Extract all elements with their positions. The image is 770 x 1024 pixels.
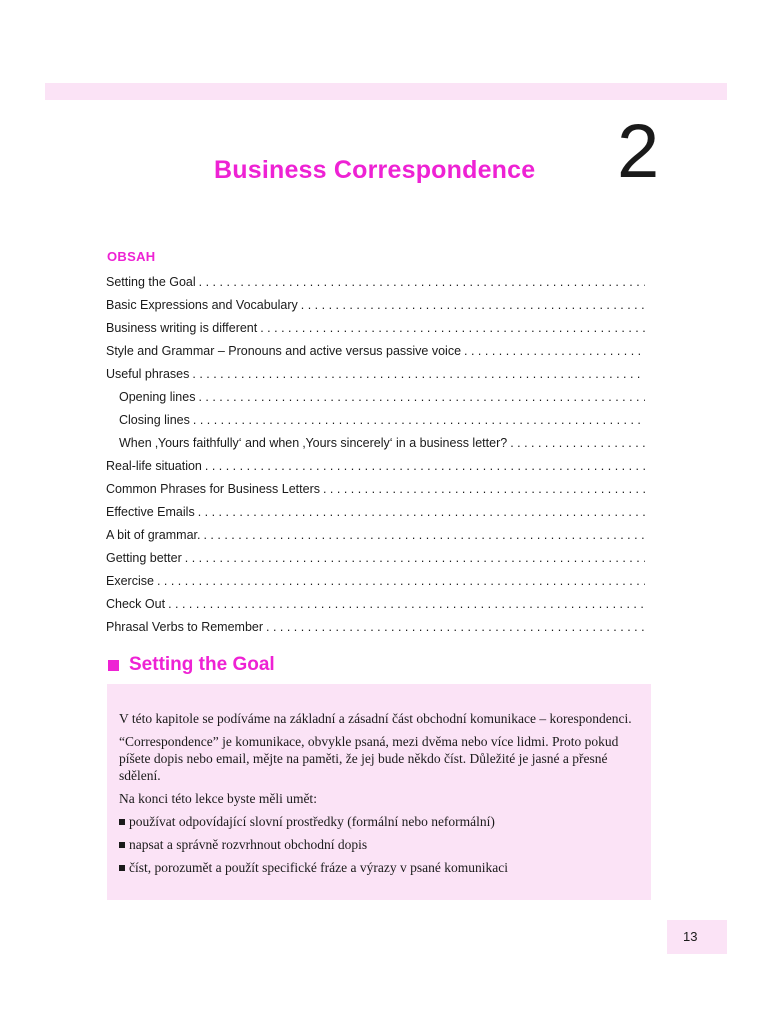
header-band (45, 83, 727, 100)
toc-entry[interactable] (106, 386, 645, 409)
page-number: 13 (683, 929, 698, 944)
intro-paragraph: Na konci této lekce byste měli umět: (119, 791, 317, 806)
toc-entry[interactable] (106, 271, 645, 294)
toc-dot-leader (157, 570, 645, 593)
toc-entry[interactable] (106, 340, 645, 363)
toc-entry[interactable] (106, 547, 645, 570)
toc-dot-leader (205, 455, 645, 478)
toc-entry-label: Business writing is different (106, 321, 258, 335)
toc-dot-leader (199, 271, 645, 294)
toc-entry-label: Style and Grammar – Pronouns and active versus passive voice (106, 344, 462, 358)
toc-entry-label: Phrasal Verbs to Remember (106, 620, 264, 634)
toc-entry-label: Common Phrases for Business Letters (106, 482, 320, 496)
toc-entry-label: Opening lines (119, 390, 196, 404)
goal-text: napsat a správně rozvrhnout obchodní dopis (129, 837, 368, 852)
list-item (119, 813, 639, 830)
toc-dot-leader (192, 363, 645, 386)
toc-entry-label: Closing lines (119, 413, 190, 427)
table-of-contents (106, 271, 645, 639)
toc-entry[interactable] (106, 432, 645, 455)
square-bullet-icon (108, 660, 119, 671)
toc-dot-leader (266, 616, 645, 639)
intro-paragraph: V této kapitole se podíváme na základní a zásadní část obchodní komunikace – korespondenci. (119, 711, 632, 726)
section-heading (108, 654, 275, 676)
toc-entry[interactable] (106, 409, 645, 432)
toc-dot-leader (198, 386, 645, 409)
toc-entry-label: Basic Expressions and Vocabulary (106, 298, 298, 312)
toc-entry-label: When ‚Yours faithfully‘ and when ‚Yours sincerely‘ in a business letter? (119, 436, 508, 450)
toc-entry[interactable] (106, 616, 645, 639)
toc-entry-label: Check Out (106, 597, 166, 611)
chapter-title: Business Correspondence (214, 156, 536, 184)
list-item (119, 836, 639, 853)
toc-entry[interactable] (106, 570, 645, 593)
intro-box (107, 684, 651, 900)
toc-entry-label: Getting better (106, 551, 182, 565)
toc-entry[interactable] (106, 317, 645, 340)
toc-entry-label: Exercise (106, 574, 154, 588)
toc-entry-label: Useful phrases (106, 367, 190, 381)
toc-dot-leader (464, 340, 645, 363)
toc-dot-leader (301, 294, 645, 317)
toc-dot-leader (185, 547, 645, 570)
chapter-number: 2 (617, 109, 660, 194)
toc-heading: OBSAH (107, 249, 156, 264)
toc-entry[interactable] (106, 294, 645, 317)
toc-dot-leader (260, 317, 645, 340)
toc-entry-label: Effective Emails (106, 505, 195, 519)
toc-entry[interactable] (106, 478, 645, 501)
toc-entry[interactable] (106, 524, 645, 547)
toc-dot-leader (510, 432, 645, 455)
goal-text: číst, porozumět a použít specifické fráze a výrazy v psané komunikaci (129, 860, 508, 875)
toc-entry-label: Setting the Goal (106, 275, 196, 289)
toc-dot-leader (203, 524, 645, 547)
toc-dot-leader (193, 409, 645, 432)
square-bullet-icon (119, 819, 125, 825)
list-item (119, 859, 639, 876)
toc-entry[interactable] (106, 363, 645, 386)
toc-dot-leader (323, 478, 645, 501)
square-bullet-icon (119, 865, 125, 871)
toc-entry[interactable] (106, 501, 645, 524)
toc-entry-label: A bit of grammar. (106, 528, 201, 542)
goal-text: používat odpovídající slovní prostředky (formální nebo neformální) (129, 814, 495, 829)
toc-entry[interactable] (106, 455, 645, 478)
page-number-box (667, 920, 727, 954)
toc-dot-leader (168, 593, 645, 616)
toc-dot-leader (198, 501, 645, 524)
goals-list (119, 813, 639, 876)
section-title: Setting the Goal (129, 654, 275, 675)
intro-paragraph: “Correspondence” je komunikace, obvykle psaná, mezi dvěma nebo více lidmi. Proto pokud píšete dopis nebo email, mějte na paměti, že jej bude někdo číst. Důležité je jasné a přesné sdělení. (119, 734, 619, 783)
toc-entry-label: Real-life situation (106, 459, 202, 473)
square-bullet-icon (119, 842, 125, 848)
toc-entry[interactable] (106, 593, 645, 616)
